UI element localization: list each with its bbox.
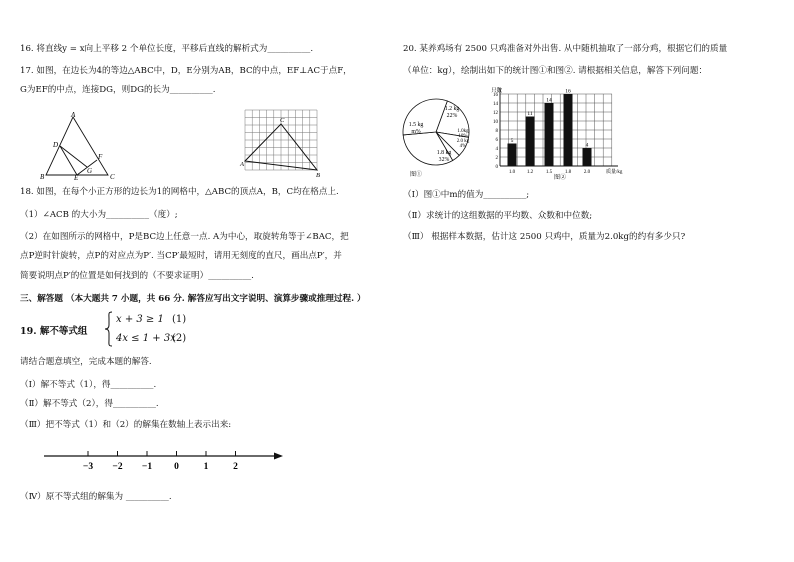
axis-tick-label: 0	[174, 462, 179, 472]
bar-ytick-label: 8	[495, 129, 498, 134]
arrow-right-icon	[274, 453, 283, 460]
segment-de	[60, 146, 77, 175]
bar-ylabel: 只数	[491, 88, 503, 94]
q20-part2: （Ⅱ）求统计的这组数据的平均数、众数和中位数;	[403, 211, 593, 221]
bar-category-label: 1.2	[526, 170, 534, 175]
triangle-figure	[40, 112, 120, 180]
label-g: G	[87, 167, 93, 175]
bar-xlabel: 质量/kg	[606, 170, 623, 175]
bar-category-label: 1.8	[564, 170, 572, 175]
bar-value-label: 4	[585, 142, 589, 149]
pie-slice-label: 2.0 kg	[456, 139, 470, 144]
axis-tick-label: 2	[233, 462, 238, 472]
q19-eq2: 4x ≤ 1 + 3x	[116, 333, 176, 344]
q20-part1: （Ⅰ）图①中m的值为__________;	[403, 190, 530, 200]
bar-category-label: 1.0	[508, 170, 516, 175]
axis-tick-label: 1	[203, 462, 209, 472]
pie-slice-value: 32%	[438, 157, 450, 163]
label-d: D	[53, 141, 59, 149]
bar-value-label: 16	[565, 88, 571, 95]
bar	[583, 148, 592, 166]
bar-chart	[488, 84, 636, 180]
bar-category-label: 2.0	[583, 170, 591, 175]
bar-caption: 图②	[554, 175, 567, 180]
bar-ytick-label: 4	[495, 147, 498, 152]
q18-part2-a: （2）在如图所示的网格中，P是BC边上任意一点. A为中心，取旋转角等于∠BAC，把	[20, 232, 349, 242]
bar	[526, 117, 535, 167]
segment-dg	[60, 146, 87, 167]
bar	[508, 144, 517, 167]
pie-slice-value: 10%	[458, 134, 468, 139]
pie-slice-label: 1.8 kg	[436, 150, 452, 156]
q19-eq2-number: (2)	[172, 333, 187, 344]
grid-label-b: B	[316, 172, 320, 179]
bar-ytick-label: 6	[495, 138, 498, 143]
bar-value-label: 5	[510, 138, 514, 144]
pie-slice-value: m%	[411, 129, 421, 135]
label-a: A	[71, 112, 76, 119]
section-3-heading: 三、解答题 （本大题共 7 小题，共 66 分. 解答应写出文字说明、演算步骤或推理过程. ）	[20, 294, 366, 304]
q19-part2: （Ⅱ）解不等式（2），得__________.	[20, 399, 159, 409]
q16-text: 16. 将直线y = x向上平移 2 个单位长度，平移后直线的解析式为__________.	[20, 44, 314, 54]
pie-slice-value: 4%	[459, 144, 467, 149]
q18-text: 18. 如图，在每个小正方形的边长为1的网格中，△ABC的顶点A，B，C均在格点上.	[20, 187, 339, 197]
brace-icon	[104, 311, 114, 347]
q20-text-b: （单位：kg），绘制出如下的统计图①和图②. 请根据相关信息，解答下列问题：	[403, 66, 708, 76]
label-b: B	[40, 173, 45, 180]
bar-ytick-label: 12	[493, 111, 498, 116]
q19-part1: （Ⅰ）解不等式（1），得__________.	[20, 380, 157, 390]
bar-ytick-label: 2	[495, 156, 498, 161]
q19-eq1-number: (1)	[172, 314, 187, 325]
pie-slice-label: 1.5 kg	[408, 122, 424, 128]
axis-tick-label: −1	[141, 462, 153, 472]
pie-slice-value: 22%	[446, 113, 458, 119]
q17-text-b: G为EF的中点，连接DG，则DG的长为__________.	[20, 85, 216, 95]
bar-ytick-label: 10	[493, 120, 498, 125]
label-e: E	[74, 174, 79, 180]
q18-part2-c: 简要说明点P′的位置是如何找到的（不要求证明）__________.	[20, 271, 254, 281]
bar	[564, 94, 573, 166]
grid-figure	[237, 106, 327, 180]
q19-eq1: x + 3 ≥ 1	[116, 314, 164, 325]
bar	[545, 103, 554, 166]
q18-part1: （1）∠ACB 的大小为__________（度）;	[20, 210, 178, 220]
pie-slice-label: 1.0kg	[457, 129, 469, 134]
bar-category-label: 1.5	[545, 170, 553, 175]
q19-part4: （Ⅳ）原不等式组的解集为 __________.	[20, 492, 172, 502]
label-f: F	[98, 153, 103, 161]
q17-text-a: 17. 如图，在边长为4的等边△ABC中，D，E分别为AB，BC的中点，EF⊥AC于点F，	[20, 66, 352, 76]
axis-tick-label: −3	[82, 462, 94, 472]
bar-ytick-label: 0	[495, 165, 498, 170]
pie-chart	[400, 92, 482, 180]
q19-lead: 19. 解不等式组	[20, 326, 88, 337]
q20-part3: （Ⅲ） 根据样本数据，估计这 2500 只鸡中，质量为2.0kg的约有多少只?	[403, 232, 686, 242]
bar-ytick-label: 14	[493, 102, 498, 107]
grid-label-a: A	[240, 161, 244, 168]
q19-part3: （Ⅲ）把不等式（1）和（2）的解集在数轴上表示出来:	[20, 420, 232, 430]
label-c: C	[110, 173, 115, 180]
bar-ytick-label: 16	[493, 93, 498, 98]
q20-text-a: 20. 某养鸡场有 2500 只鸡准备对外出售. 从中随机抽取了一部分鸡，根据它们的质量	[403, 44, 728, 54]
bar-value-label: 14	[546, 97, 552, 104]
axis-tick-label: −2	[112, 462, 123, 472]
q19-note: 请结合题意填空，完成本题的解答.	[20, 357, 152, 367]
grid-label-c: C	[280, 117, 285, 124]
number-line	[40, 446, 285, 476]
q18-part2-b: 点P逆时针旋转，点P的对应点为P′. 当CP′最短时，请用无刻度的直尺，画出点P′，并	[20, 251, 342, 261]
pie-caption: 图①	[410, 172, 423, 178]
pie-slice-label: 1.2 kg	[444, 106, 460, 112]
bar-value-label: 11	[527, 111, 533, 117]
